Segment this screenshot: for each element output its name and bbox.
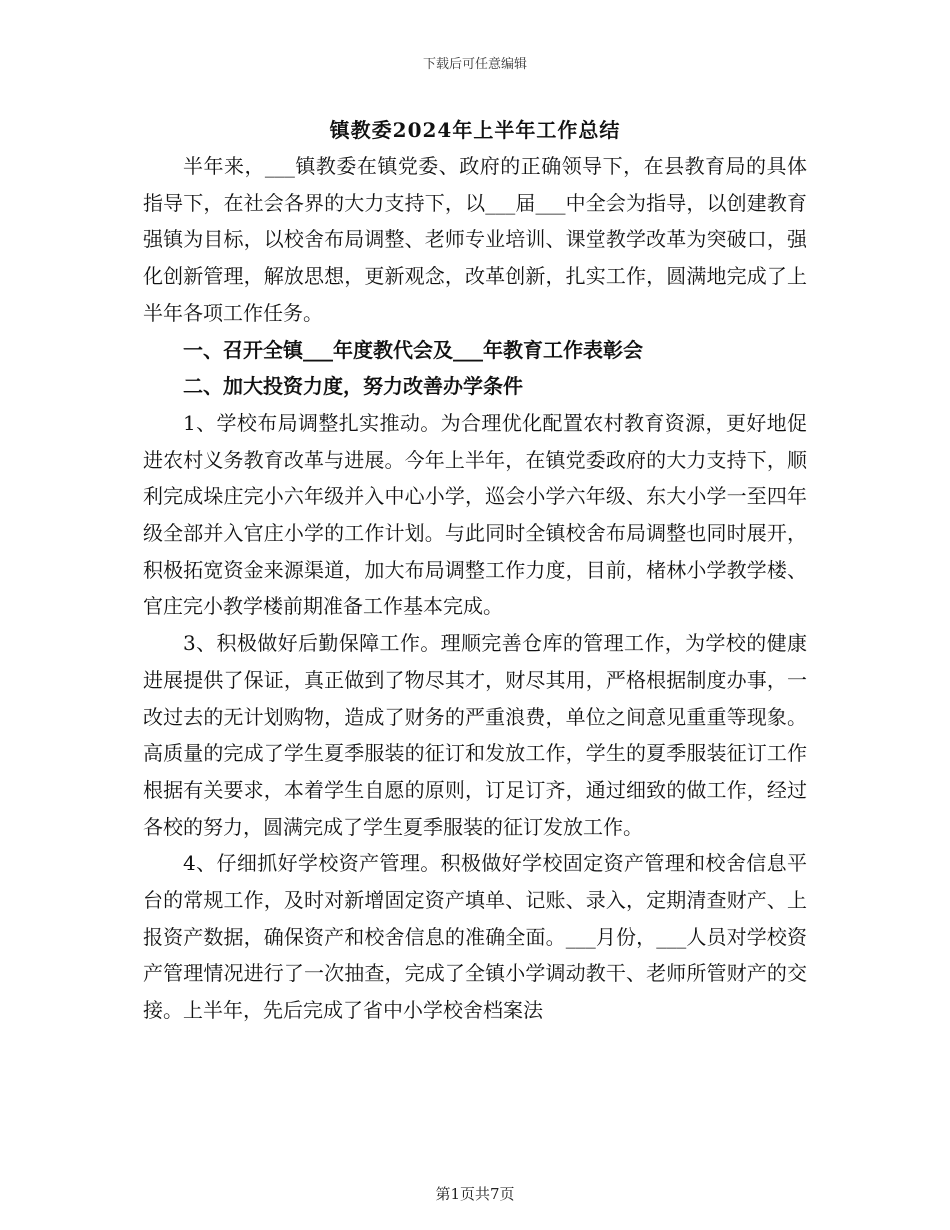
paragraph-item-3: 3、积极做好后勤保障工作。理顺完善仓库的管理工作，为学校的健康进展提供了保证，真正做到了物尽其才，财尽其用，严格根据制度办事，一改过去的无计划购物，造成了财务的严重浪费，单位之间意见重重等现象。高质量的完成了学生夏季服装的征订和发放工作，学生的夏季服装征订工作根据有关要求，本着学生自愿的原则，订足订齐，通过细致的做工作，经过各校的努力，圆满完成了学生夏季服装的征订发放工作。 <box>143 631 807 839</box>
paragraph-item-4: 4、仔细抓好学校资产管理。积极做好学校固定资产管理和校舍信息平台的常规工作，及时对新增固定资产填单、记账、录入，定期清查财产、上报资产数据，确保资产和校舍信息的准确全面。___月份，___人员对学校资产管理情况进行了一次抽查，完成了全镇小学调动教干、老师所管财产的交接。上半年，先后完成了省中小学校舍档案法 <box>143 851 807 1023</box>
document-title: 镇教委2024年上半年工作总结 <box>329 118 621 142</box>
section-heading-2: 二、加大投资力度，努力改善办学条件 <box>183 374 523 399</box>
intro-paragraph: 半年来，___镇教委在镇党委、政府的正确领导下，在县教育局的具体指导下，在社会各界的大力支持下，以___届___中全会为指导，以创建教育强镇为目标，以校舍布局调整、老师专业培训、课堂教学改革为突破口，强化创新管理，解放思想，更新观念，改革创新，扎实工作，圆满地完成了上半年各项工作任务。 <box>143 154 807 325</box>
page-header-note: 下载后可任意编辑 <box>422 57 527 72</box>
document-body <box>143 148 807 1029</box>
section-heading-1: 一、召开全镇___年度教代会及___年教育工作表彰会 <box>183 337 643 362</box>
paragraph-item-1: 1、学校布局调整扎实推动。为合理优化配置农村教育资源，更好地促进农村义务教育改革与进展。今年上半年，在镇党委政府的大力支持下，顺利完成垛庄完小六年级并入中心小学，巡会小学六年级、东大小学一至四年级全部并入官庄小学的工作计划。与此同时全镇校舍布局调整也同时展开，积极拓宽资金来源渠道，加大布局调整工作力度，目前，楮林小学教学楼、官庄完小教学楼前期准备工作基本完成。 <box>143 410 807 619</box>
page-footer-number: 第1页共7页 <box>435 1185 515 1203</box>
